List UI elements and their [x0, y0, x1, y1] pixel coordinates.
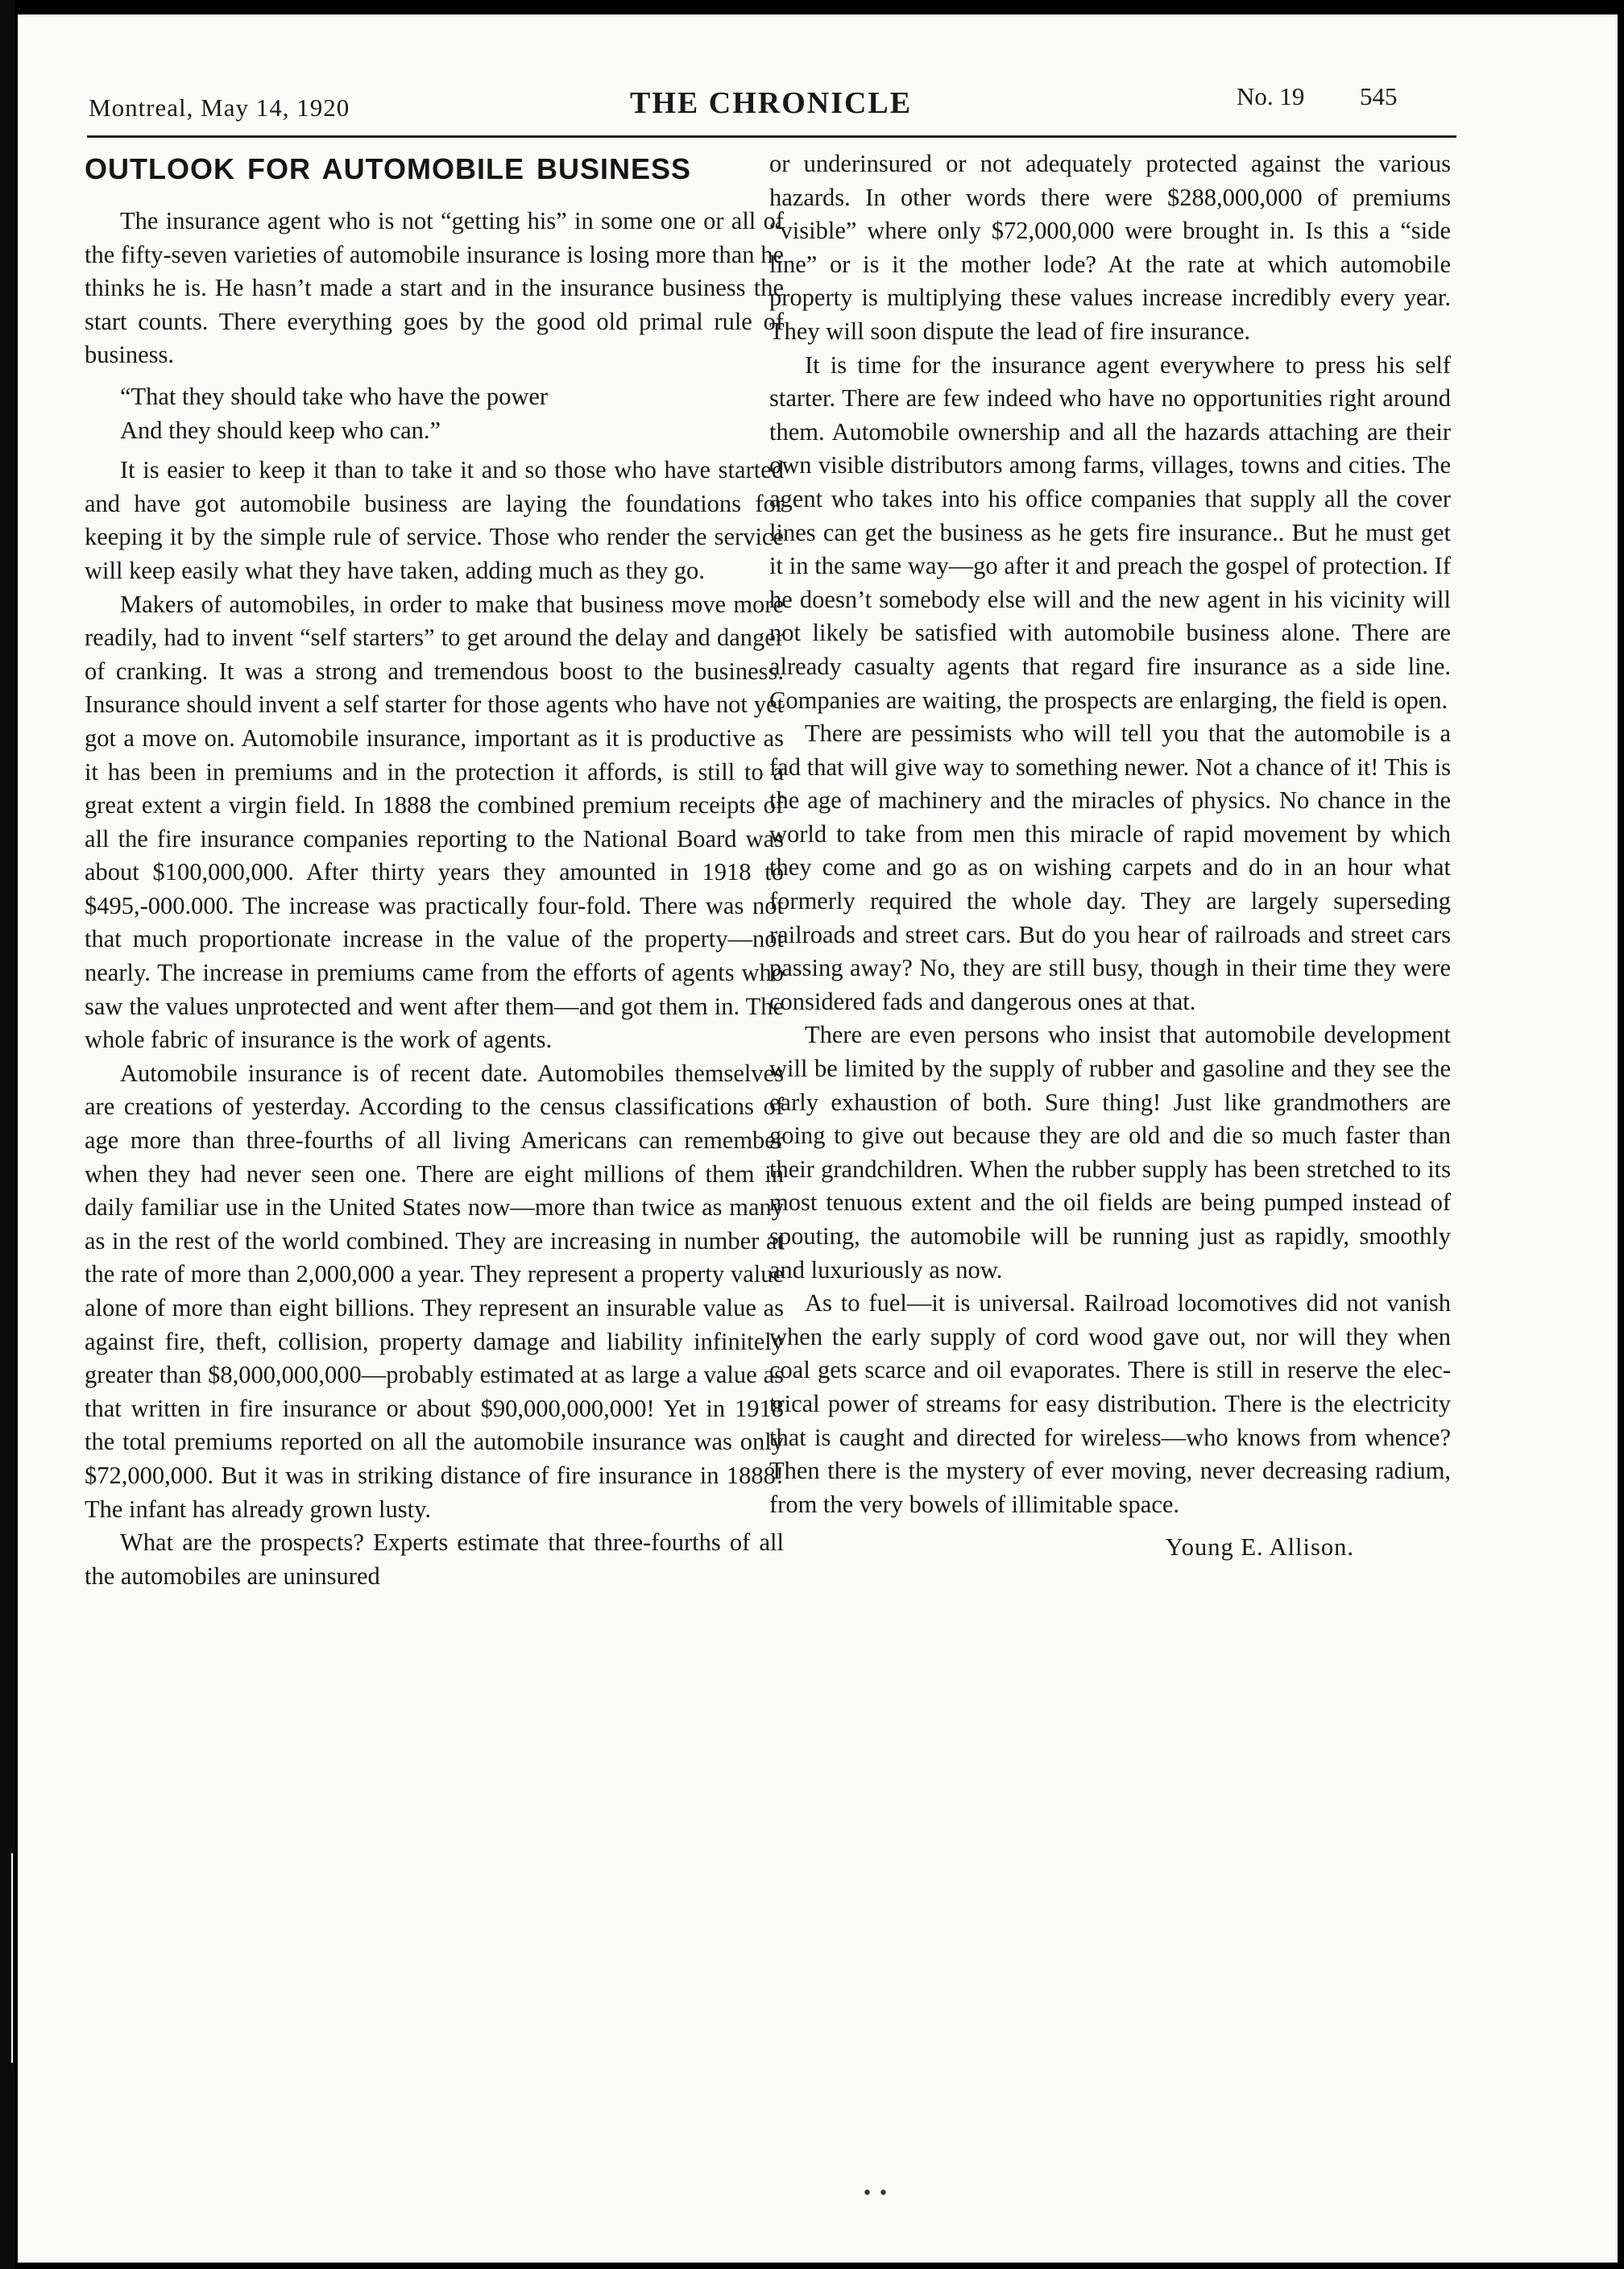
- verse-line: “That they should take who have the power: [120, 382, 549, 410]
- verse-line: And they should keep who can.”: [120, 416, 441, 444]
- binding-edge-mark: [3, 1853, 13, 2063]
- paragraph: As to fuel—it is universal. Railroad locomotives did not vanish when the early supply of cord wood gave out, nor will they when coal gets scarce and oil evaporates. There is still in reserve the electrical power of streams for easy distribution. There is the electricity that is caught and directed for wireless—who knows from whence? Then there is the mystery of ever moving, never decreasing radium, from the very bowels of illimitable space.: [769, 1289, 1451, 1518]
- paragraph: Automobile insurance is of recent date. Automobiles themselves are creations of yesterday. According to the census classifications of age more than three-fourths of all living Americans can remember when they had never seen one. There are eight millions of them in daily familiar use in the United States now—more than twice as many as in the rest of the world combined. They are increasing in number at the rate of more than 2,000,000 a year. They represent a property value alone of more than eight billions. They represent an insurable value as against fire, theft, collision, property damage and liability infinitely greater than $8,000,000,000—probably estimated at as large a value as that written in fire insurance or about $90,000,000,000! Yet in 1918 the total premiums reported on all the automobile insurance was only $72,000,000. But it was in striking distance of fire insurance in 1888! The infant has already grown lusty.: [85, 1059, 784, 1523]
- binding-edge: [0, 0, 14, 2269]
- left-column: [85, 151, 784, 1593]
- paragraph: The insurance agent who is not “getting his” in some one or all of the fifty-seven varieties of automobile insurance is losing more than he thinks he is. He hasn’t made a start and in the insurance business the start counts. There everything goes by the good old primal rule of business.: [85, 207, 784, 369]
- verse-quote: [85, 380, 784, 447]
- dateline: Montreal, May 14, 1920: [89, 93, 350, 122]
- right-column: [769, 147, 1451, 1565]
- issue-number: No. 19: [1237, 82, 1305, 110]
- paragraph: There are even persons who insist that automobile development will be limited by the supply of rubber and gasoline and they see the early exhaustion of both. Sure thing! Just like grandmothers are going to give out because they are old and die so much faster than their grandchildren. When the rubber supply has been stretched to its most tenuous extent and the oil fields are being pumped instead of spouting, the automobile will be running just as rapidly, smoothly and luxuriously as now.: [769, 1021, 1451, 1284]
- publication-title: THE CHRONICLE: [630, 86, 913, 120]
- page-number: 545: [1360, 82, 1398, 110]
- header-rule: [87, 135, 1456, 138]
- running-head: [89, 82, 1458, 131]
- article-title: OUTLOOK FOR AUTOMOBILE BUSINESS: [85, 152, 692, 185]
- paragraph: Makers of automobiles, in order to make that business move more readily, had to invent “self starters” to get around the delay and danger of cranking. It was a strong and tremendous boost to the business. Insurance should invent a self starter for those agents who have not yet got a move on. Automobile insurance, important as it is productive as it has been in premiums and in the protection it affords, is still to a great extent a virgin field. In 1888 the combined premium receipts of all the fire insurance companies reporting to the National Board was about $100,000,000. After thirty years they amounted in 1918 to $495,-000.000. The increase was practically four-fold. There was not that much proportionate increase in the value of the property—not nearly. The increase in premiums came from the efforts of agents who saw the values unprotected and went after them—and got them in. The whole fabric of insurance is the work of agents.: [85, 590, 784, 1054]
- author-signature: Young E. Allison.: [1165, 1533, 1354, 1562]
- paragraph: or underinsured or not adequately protected against the various hazards. In other words there were $288,000,000 of premiums “visible” where only $72,000,000 were brought in. Is this a “side line” or is it the mother lode? At the rate at which automobile property is multiplying these values increase incredibly every year. They will soon dispute the lead of fire insurance.: [769, 150, 1451, 345]
- print-speck: • •: [862, 2184, 889, 2204]
- paragraph: What are the prospects? Experts estimate that three-fourths of all the automobiles are uninsured: [85, 1529, 784, 1590]
- paragraph: It is easier to keep it than to take it and so those who have started and have got automobile business are laying the foundations for keeping it by the simple rule of service. Those who render the service will keep easily what they have taken, adding much as they go.: [85, 456, 784, 584]
- paragraph: There are pessimists who will tell you that the automobile is a fad that will give way to something newer. Not a chance of it! This is the age of machinery and the miracles of physics. No chance in the world to take from men this miracle of rapid movement by which they come and go as on wishing carpets and do in an hour what formerly required the whole day. They are largely superseding railroads and street cars. But do you hear of railroads and street cars passing away? No, they are still busy, though in their time they were considered fads and dangerous ones at that.: [769, 720, 1451, 1015]
- paragraph: It is time for the insurance agent everywhere to press his self starter. There are few indeed who have no opportunities right around them. Automobile ownership and all the hazards attaching are their own visible distributors among farms, villages, towns and cities. The agent who takes into his office companies that supply all the cover lines can get the business as he gets fire insurance.. But he must get it in the same way—go after it and preach the gospel of protection. If he doesn’t somebody else will and the new agent in his vicinity will not likely be satisfied with automobile business alone. There are already casualty agents that regard fire insurance as a side line. Companies are waiting, the prospects are enlarging, the field is open.: [769, 351, 1451, 714]
